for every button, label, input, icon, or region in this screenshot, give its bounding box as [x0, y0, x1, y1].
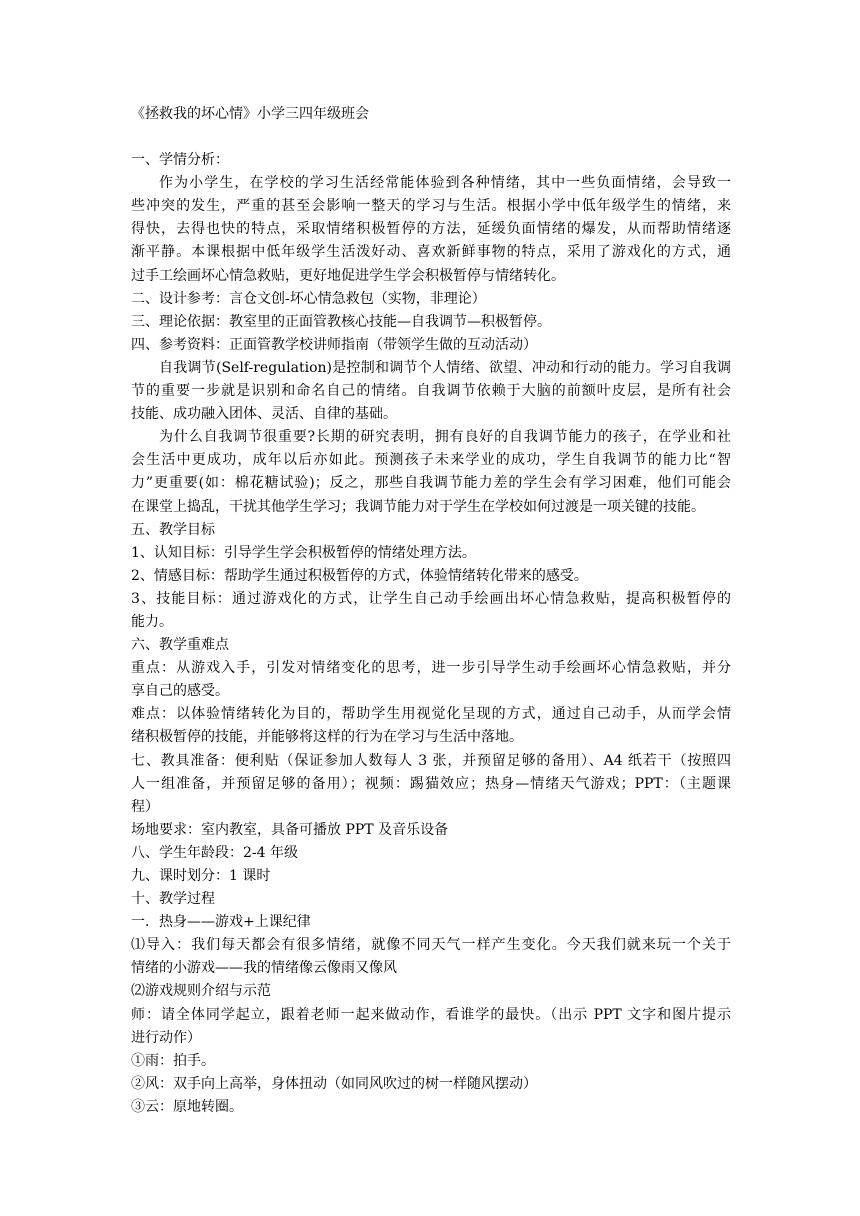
paragraph-line: 人一组准备，并预留足够的备用）；视频：踢猫效应；热身—情绪天气游戏；PPT：（主题课 — [131, 775, 731, 792]
paragraph-line: ⑴导入：我们每天都会有很多情绪，就像不同天气一样产生变化。今天我们就来玩一个关于 — [131, 937, 731, 954]
paragraph-line: 会生活中更成功，成年以后亦如此。预测孩子未来学业的成功，学生自我调节的能力比“智 — [131, 452, 731, 469]
heading-5: 五、教学目标 — [131, 521, 215, 538]
paragraph-line: 进行动作） — [131, 1029, 201, 1046]
paragraph-line: 难点：以体验情绪转化为目的，帮助学生用视觉化呈现的方式，通过自己动手，从而学会情 — [131, 706, 731, 723]
paragraph-line: 过手工绘画坏心情急救贴，更好地促进学生学会积极暂停与情绪转化。 — [131, 267, 565, 284]
heading-2: 二、设计参考：言仓文创-坏心情急救包（实物，非理论） — [131, 290, 486, 307]
goal-item: 2、情感目标：帮助学生通过积极暂停的方式，体验情绪转化带来的感受。 — [131, 567, 588, 584]
paragraph-line: 自我调节(Self-regulation)是控制和调节个人情绪、欲望、冲动和行动的能力。学习自我调 — [159, 359, 731, 376]
heading-7: 七、教具准备：便利贴（保证参加人数每人 3 张，并预留足够的备用）、A4 纸若干（按照四 — [131, 752, 731, 769]
paragraph-line: 些冲突的发生，严重的甚至会影响一整天的学习与生活。根据小学中低年级学生的情绪，来 — [131, 198, 731, 215]
heading-4: 四、参考资料：正面管教学校讲师指南（带领学生做的互动活动） — [131, 336, 537, 353]
heading-3: 三、理论依据：教室里的正面管教核心技能—自我调节—积极暂停。 — [131, 313, 551, 330]
blank-line — [131, 126, 731, 149]
heading-10: 十、教学过程 — [131, 891, 215, 908]
heading-6: 六、教学重难点 — [131, 637, 229, 654]
paragraph-line: 力”更重要(如：棉花糖试验)；反之，那些自我调节能力差的学生会有学习困难，他们可能会 — [131, 475, 731, 492]
list-item: ②风：双手向上高举，身体扭动（如同风吹过的树一样随风摆动） — [131, 1075, 537, 1092]
goal-item: 1、认知目标：引导学生学会积极暂停的情绪处理方法。 — [131, 544, 476, 561]
document-title: 《拯救我的坏心情》小学三四年级班会 — [131, 106, 369, 122]
paragraph-line: 得快，去得也快的特点，采取情绪积极暂停的方法，延缓负面情绪的爆发，从而帮助情绪逐 — [131, 221, 731, 238]
paragraph-line: ⑵游戏规则介绍与示范 — [131, 983, 271, 1000]
paragraph-line: 师：请全体同学起立，跟着老师一起来做动作，看谁学的最快。（出示 PPT 文字和图片提示 — [131, 1006, 731, 1023]
paragraph-line: 为什么自我调节很重要?长期的研究表明，拥有良好的自我调节能力的孩子，在学业和社 — [159, 429, 731, 446]
list-item: ①雨：拍手。 — [131, 1052, 215, 1069]
paragraph-line: 绪积极暂停的技能，并能够将这样的行为在学习与生活中落地。 — [131, 729, 523, 746]
paragraph-line: 渐平静。本课根据中低年级学生活泼好动、喜欢新鲜事物的特点，采用了游戏化的方式，通 — [131, 244, 731, 261]
heading-9: 九、课时划分：1 课时 — [131, 868, 271, 884]
heading-8: 八、学生年龄段：2-4 年级 — [131, 844, 298, 861]
goal-item: 3、技能目标：通过游戏化的方式，让学生自己动手绘画出坏心情急救贴，提高积极暂停的 — [131, 590, 731, 607]
paragraph-line: 重点：从游戏入手，引发对情绪变化的思考，进一步引导学生动手绘画坏心情急救贴，并分 — [131, 660, 731, 677]
paragraph-line: 在课堂上捣乱，干扰其他学生学习；我调节能力对于学生在学校如何过渡是一项关键的技能。 — [131, 498, 705, 515]
paragraph-line: 场地要求：室内教室，具备可播放 PPT 及音乐设备 — [131, 821, 449, 838]
document-page — [131, 103, 731, 1119]
list-item: ③云：原地转圈。 — [131, 1098, 243, 1115]
paragraph-line: 节的重要一步就是识别和命名自己的情绪。自我调节依赖于大脑的前额叶皮层，是所有社会 — [131, 383, 731, 400]
paragraph-line: 享自己的感受。 — [131, 683, 229, 700]
paragraph-line: 作为小学生，在学校的学习生活经常能体验到各种情绪，其中一些负面情绪，会导致一 — [159, 175, 731, 192]
paragraph-line: 情绪的小游戏——我的情绪像云像雨又像风 — [131, 960, 397, 977]
goal-item: 能力。 — [131, 613, 173, 630]
heading-1: 一、学情分析： — [131, 152, 229, 169]
paragraph-line: 技能、成功融入团体、灵活、自律的基础。 — [131, 406, 397, 423]
paragraph-line: 程） — [131, 798, 159, 815]
subheading: 一．热身——游戏+上课纪律 — [131, 914, 311, 931]
